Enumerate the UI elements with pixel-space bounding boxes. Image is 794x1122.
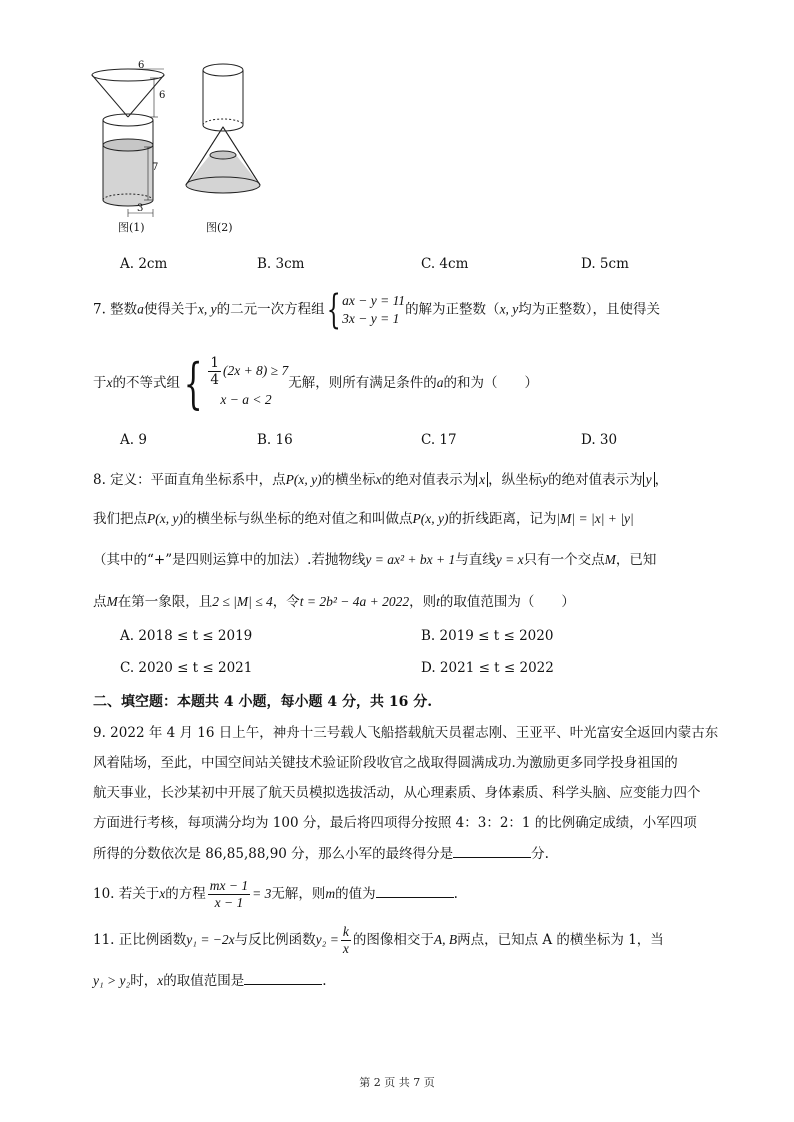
figure-1-cone-cylinder: [92, 69, 164, 217]
q8-line-2: 我们把点P(x, y)的横坐标与纵坐标的绝对值之和叫做点P(x, y)的折线距离，记为|M| = |x| + |y|: [93, 511, 634, 527]
fig1-dim-side: 6: [159, 90, 166, 101]
fig1-dim-bottom: 3: [137, 203, 144, 214]
q9-line-4: 方面进行考核，每项满分均为 100 分，最后将四项得分按照 4：3：2：1 的比例确定成绩，小军四项: [93, 815, 697, 831]
q11-line-1: 11. 正比例函数y₁ = −2x与反比例函数y₂ = $\frac{k}{x}$ 的图像相交于A, B两点，已知点 A 的横坐标为 1，当: [93, 924, 664, 956]
page-footer: 第 2 页 共 7 页: [359, 1076, 435, 1089]
q11-answer-blank[interactable]: [244, 970, 322, 985]
q6-option-a: A. 2cm: [120, 256, 168, 272]
figure-2-cylinder-cone: [186, 64, 260, 193]
q8-line-1: 8. 定义：平面直角坐标系中，点P(x, y)的横坐标x的绝对值表示为 x ，纵坐标y的绝对值表示为 y ，: [93, 472, 669, 488]
q8-option-b: B. 2019 ≤ t ≤ 2020: [421, 628, 554, 644]
q7-option-c: C. 17: [421, 432, 457, 448]
q7-option-a: A. 9: [120, 432, 147, 448]
section-2-title: 二、填空题：本题共 4 小题，每小题 4 分，共 16 分.: [93, 694, 433, 710]
fig1-caption: 图(1): [118, 221, 145, 234]
q9-answer-blank[interactable]: [453, 843, 531, 858]
fig1-dim-top: 6: [138, 60, 145, 71]
q9-line-5: 所得的分数依次是 86,85,88,90 分，那么小军的最终得分是 分.: [93, 843, 549, 864]
q8-option-c: C. 2020 ≤ t ≤ 2021: [120, 660, 253, 676]
fig2-caption: 图(2): [206, 221, 233, 234]
geometry-figure: [80, 55, 280, 245]
q7-option-b: B. 16: [257, 432, 293, 448]
q6-option-d: D. 5cm: [581, 256, 629, 272]
q8-option-d: D. 2021 ≤ t ≤ 2022: [421, 660, 554, 676]
q6-option-c: C. 4cm: [421, 256, 469, 272]
fig1-dim-height: 7: [152, 162, 159, 173]
q10-answer-blank[interactable]: [376, 883, 454, 898]
q11-line-2: y₁ > y₂时，x的取值范围是 .: [93, 970, 327, 991]
q9-line-1: 9. 2022 年 4 月 16 日上午，神舟十三号载人飞船搭载航天员翟志刚、王亚平、叶光富安全返回内蒙古东: [93, 725, 719, 741]
q7-line-2: 于x的不等式组{ $\frac{1}{4}$ (2x + 8) ≥ 7 x − a < 2 无解，则所有满足条件的a的和为（ ）: [93, 351, 538, 415]
q10-line: 10. 若关于x的方程 $\frac{mx - 1}{x - 1}$ = 3无解，则m的值为 .: [93, 878, 458, 910]
q7-option-d: D. 30: [581, 432, 618, 448]
q9-line-3: 航天事业，长沙某初中开展了航天员模拟选拔活动，从心理素质、身体素质、科学头脑、应变能力四个: [93, 785, 701, 801]
q7-inequality-system: $\frac{1}{4}$ (2x + 8) ≥ 7 x − a < 2: [210, 355, 289, 407]
q7-line-1: 7. 整数a使得关于x, y的二元一次方程组{ ax − y = 11 3x − y = 1 的解为正整数（x, y均为正整数），且使得关: [93, 287, 661, 333]
q7-equation-system: ax − y = 11 3x − y = 1: [342, 293, 406, 326]
q8-line-3: （其中的“+”是四则运算中的加法）.若抛物线y = ax² + bx + 1与直线y = x只有一个交点M，已知: [93, 552, 657, 568]
q8-option-a: A. 2018 ≤ t ≤ 2019: [120, 628, 253, 644]
q6-option-b: B. 3cm: [257, 256, 305, 272]
q8-line-4: 点M在第一象限，且2 ≤ |M| ≤ 4，令t = 2b² − 4a + 2022，则t的取值范围为（ ）: [93, 594, 575, 610]
q9-line-2: 风着陆场，至此，中国空间站关键技术验证阶段收官之战取得圆满成功.为激励更多同学投身祖国的: [93, 755, 678, 771]
